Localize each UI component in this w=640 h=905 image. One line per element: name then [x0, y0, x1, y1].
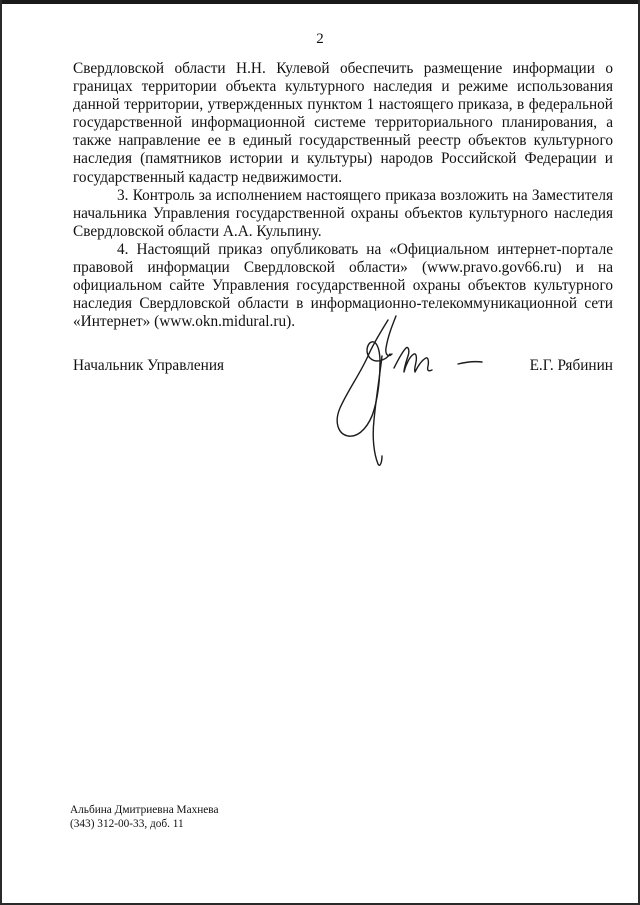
page-top-border: [0, 0, 640, 4]
paragraph-continuation: Свердловской области Н.Н. Кулевой обеспечить размещение информации о границах территории объекта культурного наследия и режиме использования данной территории, утвержденных пунктом 1 настоящего приказа, в федеральной государственной информационной системе территориального планирования, а также направление ее в единый государственный реестр объектов культурного наследия (памятников истории и культуры) народов Российской Федерации и государственный кадастр недвижимости.: [73, 60, 613, 186]
paragraph-item-4: 4. Настоящий приказ опубликовать на «Официальном интернет-портале правовой информации Свердловской области» (www.pravo.gov66.ru) и на официальном сайте Управления государственной охраны объектов культурного наследия Свердловской области в информационно-телекоммуникационной сети «Интернет» (www.okn.midural.ru).: [73, 240, 613, 331]
signer-position: Начальник Управления: [73, 357, 225, 374]
executor-phone: (343) 312-00-33, доб. 11: [70, 817, 184, 830]
executor-name: Альбина Дмитриевна Махнева: [70, 804, 219, 816]
page-left-border: [0, 0, 2, 905]
paragraph-item-3: 3. Контроль за исполнением настоящего приказа возложить на Заместителя начальника Управления государственной охраны объектов культурного наследия Свердловской области А.А. Кульпину.: [73, 186, 613, 240]
executor-contact: [70, 804, 219, 831]
page-number: 2: [316, 31, 324, 47]
document-body: [73, 60, 613, 331]
signer-name: Е.Г. Рябинин: [529, 357, 613, 374]
handwritten-signature-icon: [330, 312, 490, 472]
